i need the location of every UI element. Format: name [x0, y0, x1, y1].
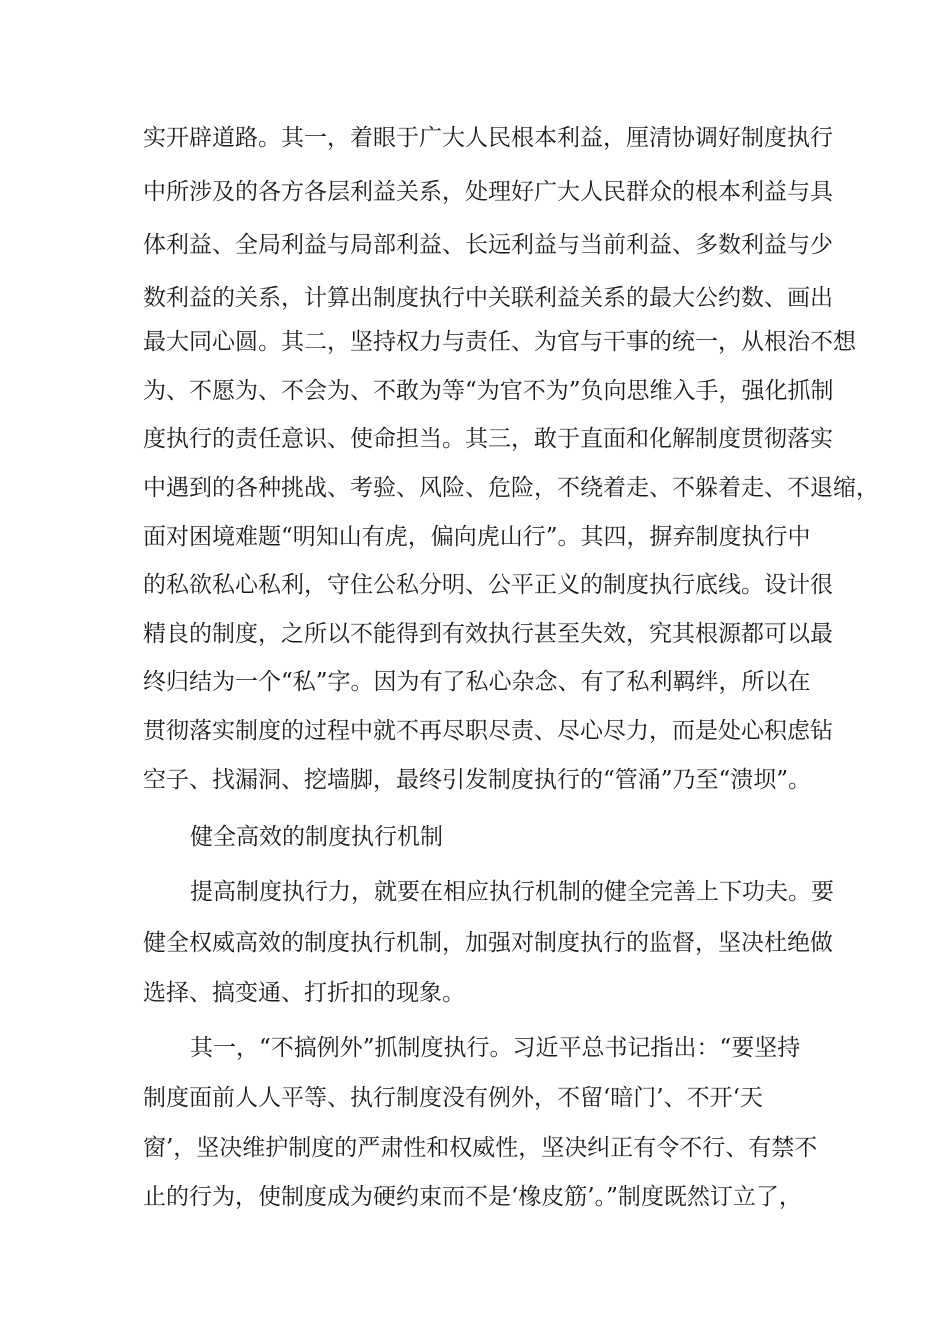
body-text-line-14: 空子、找漏洞、挖墙脚，最终引发制度执行的“管涌”乃至“溃坝”。 — [143, 767, 812, 793]
body-text-line-1: 实开辟道路。其一，着眼于广大人民根本利益，厘清协调好制度执行 — [143, 125, 833, 151]
body-text-line-3: 体利益、全局利益与局部利益、长远利益与当前利益、多数利益与少 — [143, 232, 833, 258]
body-text-line-8: 中遇到的各种挑战、考验、风险、危险，不绕着走、不躲着走、不退缩， — [143, 475, 879, 501]
body-text-line-2: 中所涉及的各方各层利益关系，处理好广大人民群众的根本利益与具 — [143, 179, 833, 205]
body-text-line-13: 贯彻落实制度的过程中就不再尽职尽责、尽心尽力，而是处心积虑钻 — [143, 718, 833, 744]
body-text-line-10: 的私欲私心私利，守住公私分明、公平正义的制度执行底线。设计很 — [143, 572, 833, 598]
body-text-line-6: 为、不愿为、不会为、不敢为等“为官不为”负向思维入手，强化抓制 — [143, 378, 834, 404]
body-text-line-17: 健全权威高效的制度执行机制，加强对制度执行的监督，坚决杜绝做 — [143, 930, 833, 956]
body-text-line-20: 制度面前人人平等、执行制度没有例外，不留‘暗门’、不开‘天 — [143, 1085, 763, 1111]
body-text-line-21: 窗’，坚决维护制度的严肃性和权威性，坚决纠正有令不行、有禁不 — [143, 1135, 818, 1161]
section-heading: 健全高效的制度执行机制 — [190, 824, 443, 850]
body-text-line-12: 终归结为一个“私”字。因为有了私心杂念、有了私利羁绊，所以在 — [143, 669, 811, 695]
body-text-line-19: 其一，“不搞例外”抓制度执行。习近平总书记指出：“要坚持 — [190, 1035, 801, 1061]
body-text-line-11: 精良的制度，之所以不能得到有效执行甚至失效，究其根源都可以最 — [143, 621, 833, 647]
body-text-line-18: 选择、搞变通、打折扣的现象。 — [143, 980, 465, 1006]
body-text-line-4: 数利益的关系，计算出制度执行中关联利益关系的最大公约数、画出 — [143, 285, 833, 311]
body-text-line-16: 提高制度执行力，就要在相应执行机制的健全完善上下功夫。要 — [190, 879, 834, 905]
body-text-line-22: 止的行为，使制度成为硬约束而不是‘橡皮筋’。”制度既然订立了， — [143, 1184, 802, 1210]
body-text-line-5: 最大同心圆。其二，坚持权力与责任、为官与干事的统一，从根治不想 — [143, 329, 856, 355]
body-text-line-7: 度执行的责任意识、使命担当。其三，敢于直面和化解制度贯彻落实 — [143, 426, 833, 452]
body-text-line-9: 面对困境难题“明知山有虎，偏向虎山行”。其四，摒弃制度执行中 — [143, 524, 811, 550]
